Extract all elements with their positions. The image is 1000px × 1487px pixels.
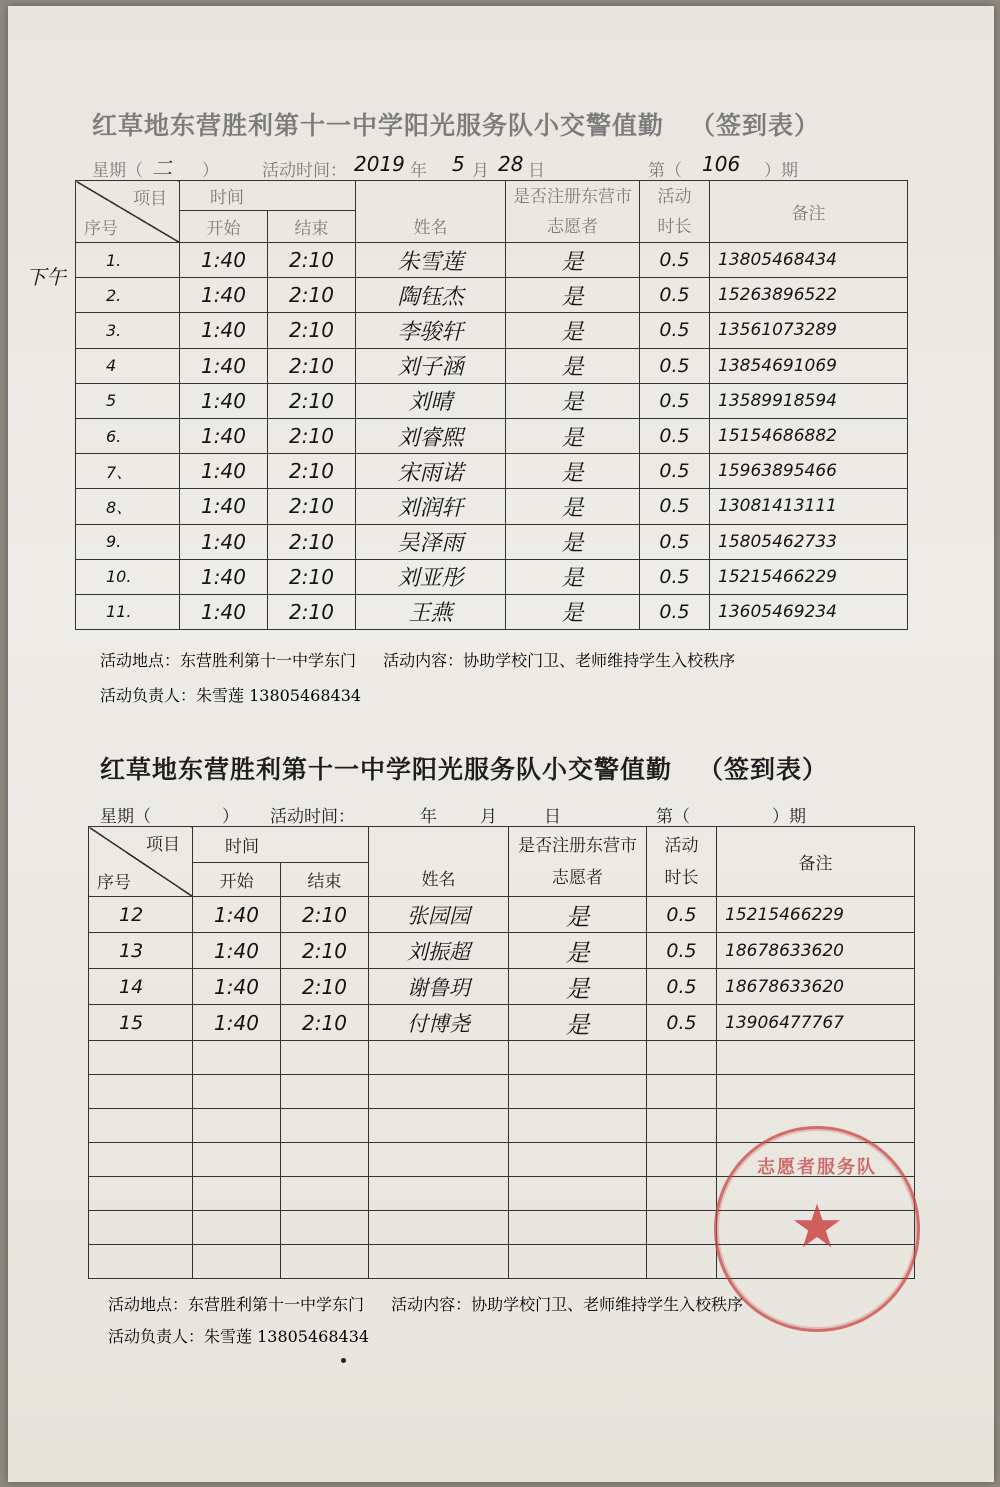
row-name [369, 1143, 509, 1177]
sheet2-header-name: 姓名 [369, 827, 509, 897]
row-duration: 0.5 [640, 559, 710, 594]
row-duration: 0.5 [640, 594, 710, 629]
paper-sheet [8, 6, 994, 1482]
table-row [76, 454, 908, 489]
sheet2-header-seq: 序号 [97, 873, 131, 893]
sheet2-footer-leader: 活动负责人：朱雪莲 13805468434 [108, 1327, 370, 1346]
row-name: 王燕 [356, 594, 506, 629]
row-duration [647, 1177, 717, 1211]
row-seq [89, 1143, 193, 1177]
row-registered [509, 1109, 647, 1143]
sheet1-header-end: 结束 [268, 211, 356, 243]
row-duration: 0.5 [647, 933, 717, 969]
row-end-time: 2:10 [281, 1005, 369, 1041]
row-registered [509, 1075, 647, 1109]
row-seq: 4 [76, 348, 180, 383]
table-row [76, 559, 908, 594]
ink-dot [341, 1358, 346, 1363]
table-row [89, 897, 915, 933]
row-start-time [193, 1245, 281, 1279]
row-end-time: 2:10 [268, 383, 356, 418]
sheet2-header-item: 项目 [146, 835, 180, 855]
row-registered: 是 [506, 348, 640, 383]
row-start-time [193, 1177, 281, 1211]
row-duration [647, 1143, 717, 1177]
sheet1-month-value: 5 [452, 152, 465, 176]
table-row [76, 524, 908, 559]
row-duration [647, 1075, 717, 1109]
row-name: 吴泽雨 [356, 524, 506, 559]
row-end-time: 2:10 [268, 348, 356, 383]
row-registered [509, 1143, 647, 1177]
table-row [76, 489, 908, 524]
row-seq: 15 [89, 1005, 193, 1041]
row-remark: 13605469234 [710, 594, 908, 629]
row-start-time: 1:40 [180, 243, 268, 278]
sheet2-weekday-label: 星期（ [100, 807, 151, 827]
row-registered: 是 [509, 969, 647, 1005]
row-registered: 是 [509, 897, 647, 933]
sheet1-header-name: 姓名 [356, 181, 506, 243]
row-end-time [281, 1143, 369, 1177]
sheet2-day-label: 日 [544, 807, 561, 827]
sheet1-header-seq: 序号 [84, 219, 118, 239]
row-start-time: 1:40 [180, 524, 268, 559]
table-row [76, 594, 908, 629]
row-duration: 0.5 [647, 969, 717, 1005]
sheet1-title-suffix: （签到表） [690, 111, 821, 140]
table-row [89, 933, 915, 969]
row-registered [509, 1177, 647, 1211]
row-registered: 是 [506, 243, 640, 278]
sheet1-weekday-value: 二 [152, 156, 172, 180]
sheet2-activity-time-label: 活动时间： [270, 807, 355, 827]
sheet1-header-remark: 备注 [710, 181, 908, 243]
row-seq [89, 1245, 193, 1279]
row-name: 李骏轩 [356, 313, 506, 348]
row-registered: 是 [506, 418, 640, 453]
row-registered [509, 1245, 647, 1279]
sheet1-footer-content: 活动内容：协助学校门卫、老师维持学生入校秩序 [383, 651, 736, 670]
row-end-time: 2:10 [268, 559, 356, 594]
row-seq [89, 1109, 193, 1143]
row-registered: 是 [506, 278, 640, 313]
stamp-text: 志愿者服务队 [757, 1157, 877, 1178]
row-duration [647, 1245, 717, 1279]
row-start-time: 1:40 [180, 489, 268, 524]
row-duration [647, 1041, 717, 1075]
row-name: 刘亚彤 [356, 559, 506, 594]
row-remark: 13589918594 [710, 383, 908, 418]
row-duration: 0.5 [640, 489, 710, 524]
row-end-time: 2:10 [268, 278, 356, 313]
row-end-time [281, 1211, 369, 1245]
sheet1-header-duration: 活动时长 [640, 181, 710, 243]
sheet2-period-label: 第（ [656, 807, 690, 827]
sheet1-weekday-label: 星期（ [92, 161, 143, 181]
row-registered: 是 [506, 489, 640, 524]
sheet1-header-item: 项目 [133, 189, 167, 209]
row-end-time [281, 1177, 369, 1211]
table-row [76, 313, 908, 348]
row-seq: 5 [76, 383, 180, 418]
row-end-time [281, 1109, 369, 1143]
row-remark: 15215466229 [717, 897, 915, 933]
row-seq: 12 [89, 897, 193, 933]
row-seq: 13 [89, 933, 193, 969]
table-row [89, 1041, 915, 1075]
row-duration: 0.5 [640, 383, 710, 418]
row-end-time: 2:10 [268, 418, 356, 453]
row-seq: 2. [76, 278, 180, 313]
sheet1-footer-line1 [100, 648, 735, 671]
sheet1-activity-time-label: 活动时间： [262, 161, 347, 181]
row-duration [647, 1211, 717, 1245]
row-end-time: 2:10 [281, 969, 369, 1005]
row-end-time: 2:10 [281, 897, 369, 933]
row-seq: 7、 [76, 454, 180, 489]
sheet1-period-label: 第（ [648, 161, 682, 181]
table-row [89, 1005, 915, 1041]
row-remark: 15215466229 [710, 559, 908, 594]
row-end-time [281, 1041, 369, 1075]
row-start-time: 1:40 [180, 348, 268, 383]
row-name [369, 1211, 509, 1245]
sheet2-header-time: 时间 [193, 827, 369, 863]
sheet1-period-value: 106 [702, 152, 741, 176]
row-start-time: 1:40 [180, 594, 268, 629]
row-name [369, 1075, 509, 1109]
table-row [89, 1075, 915, 1109]
sheet1-table [75, 180, 908, 630]
row-remark: 18678633620 [717, 969, 915, 1005]
row-duration: 0.5 [640, 243, 710, 278]
row-remark: 13906477767 [717, 1005, 915, 1041]
table-row [76, 383, 908, 418]
row-seq: 1. [76, 243, 180, 278]
row-name [369, 1109, 509, 1143]
row-remark [717, 1075, 915, 1109]
row-start-time: 1:40 [180, 383, 268, 418]
row-end-time: 2:10 [268, 524, 356, 559]
side-note-afternoon: 下午 [26, 265, 66, 289]
star-icon: ★ [790, 1192, 844, 1262]
row-duration: 0.5 [640, 454, 710, 489]
row-start-time [193, 1075, 281, 1109]
sheet2-header-end: 结束 [281, 863, 369, 897]
sheet1-header-registered: 是否注册东营市志愿者 [506, 181, 640, 243]
row-remark [717, 1041, 915, 1075]
row-name: 付博尧 [369, 1005, 509, 1041]
sheet2-footer-location: 活动地点：东营胜利第十一中学东门 [108, 1295, 365, 1314]
sheet1-title [92, 106, 820, 142]
row-seq: 11. [76, 594, 180, 629]
sheet2-title [100, 750, 828, 786]
row-registered: 是 [509, 933, 647, 969]
table-row [76, 243, 908, 278]
row-start-time: 1:40 [193, 969, 281, 1005]
red-seal-stamp [714, 1126, 920, 1332]
row-name: 张园园 [369, 897, 509, 933]
sheet2-month-label: 月 [480, 807, 497, 827]
sheet1-footer-leader: 活动负责人：朱雪莲 13805468434 [100, 686, 362, 705]
row-name: 刘振超 [369, 933, 509, 969]
sheet1-month-label: 月 [472, 161, 489, 181]
row-registered [509, 1041, 647, 1075]
row-start-time [193, 1211, 281, 1245]
row-name: 宋雨诺 [356, 454, 506, 489]
row-duration: 0.5 [640, 278, 710, 313]
row-start-time: 1:40 [180, 559, 268, 594]
row-start-time: 1:40 [180, 313, 268, 348]
sheet2-header-start: 开始 [193, 863, 281, 897]
row-seq: 14 [89, 969, 193, 1005]
row-name [369, 1041, 509, 1075]
sheet2-header-duration: 活动时长 [647, 827, 717, 897]
row-name: 刘晴 [356, 383, 506, 418]
row-duration [647, 1109, 717, 1143]
sheet2-period-close: ）期 [772, 807, 806, 827]
row-remark: 13805468434 [710, 243, 908, 278]
sheet1-header-time: 时间 [180, 181, 356, 211]
row-registered [509, 1211, 647, 1245]
row-end-time: 2:10 [268, 243, 356, 278]
sheet2-title-suffix: （签到表） [698, 755, 829, 784]
row-duration: 0.5 [640, 524, 710, 559]
row-remark: 15805462733 [710, 524, 908, 559]
row-end-time: 2:10 [268, 454, 356, 489]
row-seq: 9. [76, 524, 180, 559]
sheet2-header-remark: 备注 [717, 827, 915, 897]
row-end-time [281, 1075, 369, 1109]
sheet1-table-body [76, 243, 908, 630]
row-remark: 15154686882 [710, 418, 908, 453]
table-row [76, 418, 908, 453]
row-name: 朱雪莲 [356, 243, 506, 278]
row-name: 刘睿熙 [356, 418, 506, 453]
row-start-time [193, 1041, 281, 1075]
table-row [76, 348, 908, 383]
row-name [369, 1177, 509, 1211]
row-end-time: 2:10 [268, 313, 356, 348]
row-remark: 13081413111 [710, 489, 908, 524]
sheet1-day-value: 28 [498, 152, 524, 176]
sheet2-header-registered: 是否注册东营市志愿者 [509, 827, 647, 897]
table-row [89, 969, 915, 1005]
row-remark: 13561073289 [710, 313, 908, 348]
sheet1-year-label: 年 [410, 161, 427, 181]
row-duration: 0.5 [647, 897, 717, 933]
row-start-time: 1:40 [180, 278, 268, 313]
row-registered: 是 [509, 1005, 647, 1041]
row-remark: 15263896522 [710, 278, 908, 313]
row-registered: 是 [506, 313, 640, 348]
sheet1-title-text: 红草地东营胜利第十一中学阳光服务队小交警值勤 [92, 111, 665, 140]
sheet1-footer-location: 活动地点：东营胜利第十一中学东门 [100, 651, 357, 670]
row-start-time: 1:40 [180, 454, 268, 489]
sheet2-footer-content: 活动内容：协助学校门卫、老师维持学生入校秩序 [391, 1295, 744, 1314]
row-registered: 是 [506, 594, 640, 629]
row-duration: 0.5 [647, 1005, 717, 1041]
row-name: 刘子涵 [356, 348, 506, 383]
row-seq [89, 1075, 193, 1109]
row-name: 刘润轩 [356, 489, 506, 524]
row-seq: 6. [76, 418, 180, 453]
row-start-time: 1:40 [193, 1005, 281, 1041]
row-start-time [193, 1143, 281, 1177]
row-seq [89, 1177, 193, 1211]
row-seq: 8、 [76, 489, 180, 524]
sheet2-weekday-close: ） [222, 807, 239, 827]
row-seq [89, 1211, 193, 1245]
sheet2-header-item-seq [89, 827, 193, 897]
sheet1-day-label: 日 [528, 161, 545, 181]
row-remark: 15963895466 [710, 454, 908, 489]
row-start-time: 1:40 [180, 418, 268, 453]
table-row [76, 278, 908, 313]
row-registered: 是 [506, 454, 640, 489]
row-registered: 是 [506, 383, 640, 418]
sheet1-year-value: 2019 [354, 152, 405, 176]
row-start-time [193, 1109, 281, 1143]
row-name: 陶钰杰 [356, 278, 506, 313]
row-start-time: 1:40 [193, 897, 281, 933]
row-remark: 18678633620 [717, 933, 915, 969]
sheet2-title-text: 红草地东营胜利第十一中学阳光服务队小交警值勤 [100, 755, 673, 784]
sheet2-year-label: 年 [420, 807, 437, 827]
row-name [369, 1245, 509, 1279]
sheet2-footer-line1 [108, 1292, 743, 1315]
sheet1-header-start: 开始 [180, 211, 268, 243]
row-seq: 10. [76, 559, 180, 594]
row-seq [89, 1041, 193, 1075]
row-end-time: 2:10 [268, 594, 356, 629]
row-name: 谢鲁玥 [369, 969, 509, 1005]
row-seq: 3. [76, 313, 180, 348]
row-end-time [281, 1245, 369, 1279]
sheet1-header-item-seq [76, 181, 180, 243]
row-duration: 0.5 [640, 313, 710, 348]
row-registered: 是 [506, 559, 640, 594]
row-end-time: 2:10 [268, 489, 356, 524]
row-duration: 0.5 [640, 418, 710, 453]
row-registered: 是 [506, 524, 640, 559]
sheet1-weekday-close: ） [202, 161, 219, 181]
row-remark: 13854691069 [710, 348, 908, 383]
row-duration: 0.5 [640, 348, 710, 383]
row-end-time: 2:10 [281, 933, 369, 969]
sheet1-period-close: ）期 [764, 161, 798, 181]
row-start-time: 1:40 [193, 933, 281, 969]
